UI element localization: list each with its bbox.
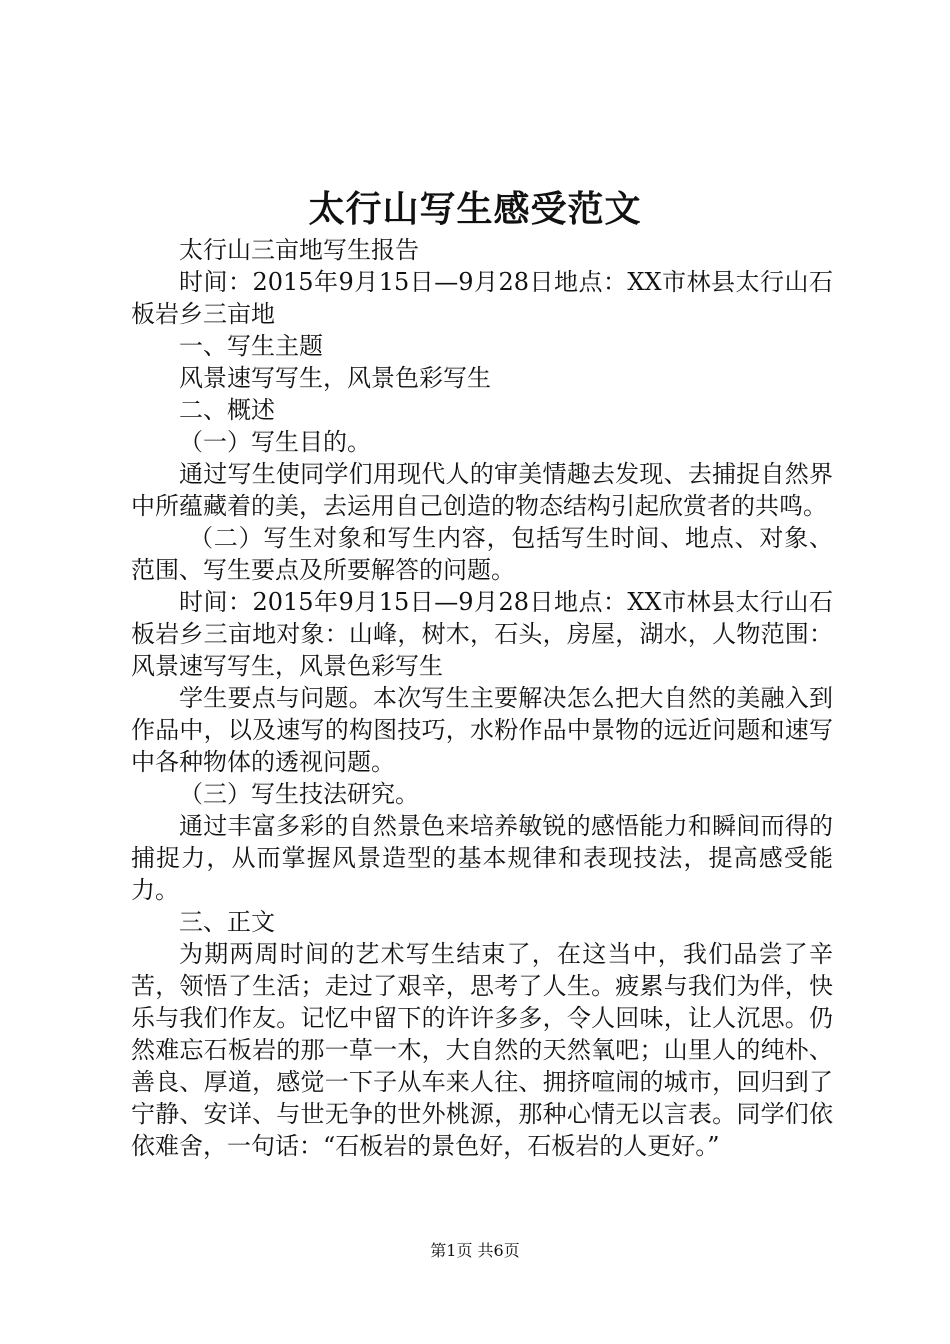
subheading-objects: （二）写生对象和写生内容，包括写生时间、地点、对象、范围、写生要点及所要解答的问题。 [131,524,833,584]
subheading-purpose: （一）写生目的。 [179,428,371,456]
paragraph-theme: 风景速写写生，风景色彩写生 [179,364,491,392]
paragraph-main-text: 为期两周时间的艺术写生结束了，在这当中，我们品尝了辛苦，领悟了生活；走过了艰辛，思考了人生。疲累与我们为伴，快乐与我们作友。记忆中留下的许许多多，令人回味，让人沉思。仍然难忘石板岩的那一草一木，大自然的天然氧吧；山里人的纯朴、善良、厚道，感觉一下子从车来人往、拥挤喧闹的城市，回归到了宁静、安详、与世无争的世外桃源，那种心情无以言表。同学们依依难舍，一句话：“石板岩的景色好，石板岩的人更好。” [131,940,833,1160]
paragraph-time-place: 时间：2015年9月15日—9月28日地点：XX市林县太行山石板岩乡三亩地 [131,268,833,328]
heading-section-2: 二、概述 [179,396,275,424]
paragraph-techniques: 通过丰富多彩的自然景色来培养敏锐的感悟能力和瞬间而得的捕捉力，从而掌握风景造型的基本规律和表现技法，提高感受能力。 [131,812,833,904]
page-number-footer: 第1页 共6页 [430,1241,520,1260]
document-title: 太行山写生感受范文 [308,188,642,230]
subheading-techniques: （三）写生技法研究。 [179,780,419,808]
paragraph-objects: 时间：2015年9月15日—9月28日地点：XX市林县太行山石板岩乡三亩地对象：山峰，树木，石头，房屋，湖水，人物范围：风景速写写生，风景色彩写生 [131,588,833,680]
paragraph-purpose: 通过写生使同学们用现代人的审美情趣去发现、去捕捉自然界中所蕴藏着的美，去运用自己创造的物态结构引起欣赏者的共鸣。 [131,460,833,520]
document-body [131,234,833,1162]
heading-section-1: 一、写生主题 [179,332,323,360]
paragraph-report-title: 太行山三亩地写生报告 [179,236,419,264]
paragraph-key-points: 学生要点与问题。本次写生主要解决怎么把大自然的美融入到作品中，以及速写的构图技巧，水粉作品中景物的远近问题和速写中各种物体的透视问题。 [131,684,833,776]
heading-section-3: 三、正文 [179,908,275,936]
